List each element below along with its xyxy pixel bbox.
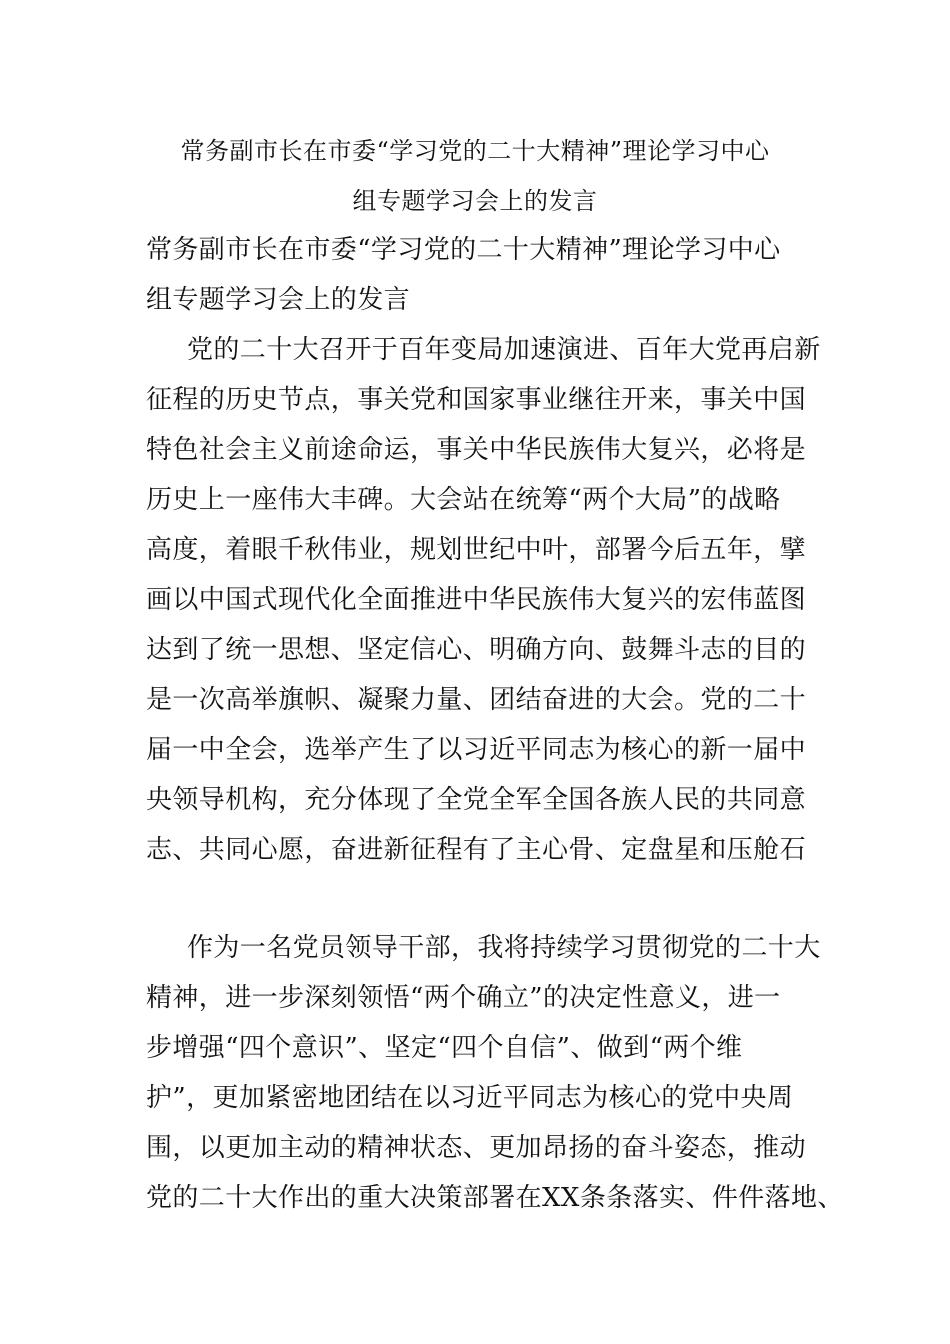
paragraph1-line-2: 征程的历史节点，事关党和国家事业继往开来，事关中国 — [146, 385, 807, 415]
paragraph1-line-4: 历史上一座伟大丰碑。大会站在统筹“两个大局”的战略 — [146, 485, 781, 515]
paragraph1-line-5: 高度，着眼千秋伟业，规划世纪中叶，部署今后五年，擘 — [146, 535, 807, 565]
paragraph2-line-3: 步增强“四个意识”、坚定“四个自信”、做到“两个维 — [146, 1033, 743, 1063]
subtitle-line-2: 组专题学习会上的发言 — [146, 285, 411, 315]
paragraph1-line-10: 央领导机构，充分体现了全党全军全国各族人民的共同意 — [146, 785, 807, 815]
paragraph1-line-9: 届一中全会，选举产生了以习近平同志为核心的新一届中 — [146, 735, 807, 765]
paragraph1-line-7: 达到了统一思想、坚定信心、明确方向、鼓舞斗志的目的 — [146, 635, 807, 665]
paragraph1-line-8: 是一次高举旗帜、凝聚力量、团结奋进的大会。党的二十 — [146, 685, 807, 715]
paragraph2-line-6: 党的二十大作出的重大决策部署在XX条条落实、件件落地、 — [146, 1183, 844, 1213]
title-line-2: 组专题学习会上的发言 — [352, 187, 598, 215]
title-line-1: 常务副市长在市委“学习党的二十大精神”理论学习中心 — [180, 137, 770, 165]
paragraph2-line-5: 围，以更加主动的精神状态、更加昂扬的奋斗姿态，推动 — [146, 1133, 807, 1163]
paragraph1-line-6: 画以中国式现代化全面推进中华民族伟大复兴的宏伟蓝图 — [146, 585, 807, 615]
subtitle-line-1: 常务副市长在市委“学习党的二十大精神”理论学习中心 — [146, 235, 781, 265]
paragraph2-line-1: 作为一名党员领导干部，我将持续学习贯彻党的二十大 — [187, 933, 821, 963]
paragraph2-line-2: 精神，进一步深刻领悟“两个确立”的决定性意义，进一 — [146, 983, 781, 1013]
paragraph1-line-1: 党的二十大召开于百年变局加速演进、百年大党再启新 — [187, 335, 821, 365]
paragraph1-line-11: 志、共同心愿，奋进新征程有了主心骨、定盘星和压舱石 — [146, 835, 807, 865]
paragraph1-line-3: 特色社会主义前途命运，事关中华民族伟大复兴，必将是 — [146, 435, 807, 465]
paragraph2-line-4: 护”，更加紧密地团结在以习近平同志为核心的党中央周 — [146, 1083, 794, 1113]
